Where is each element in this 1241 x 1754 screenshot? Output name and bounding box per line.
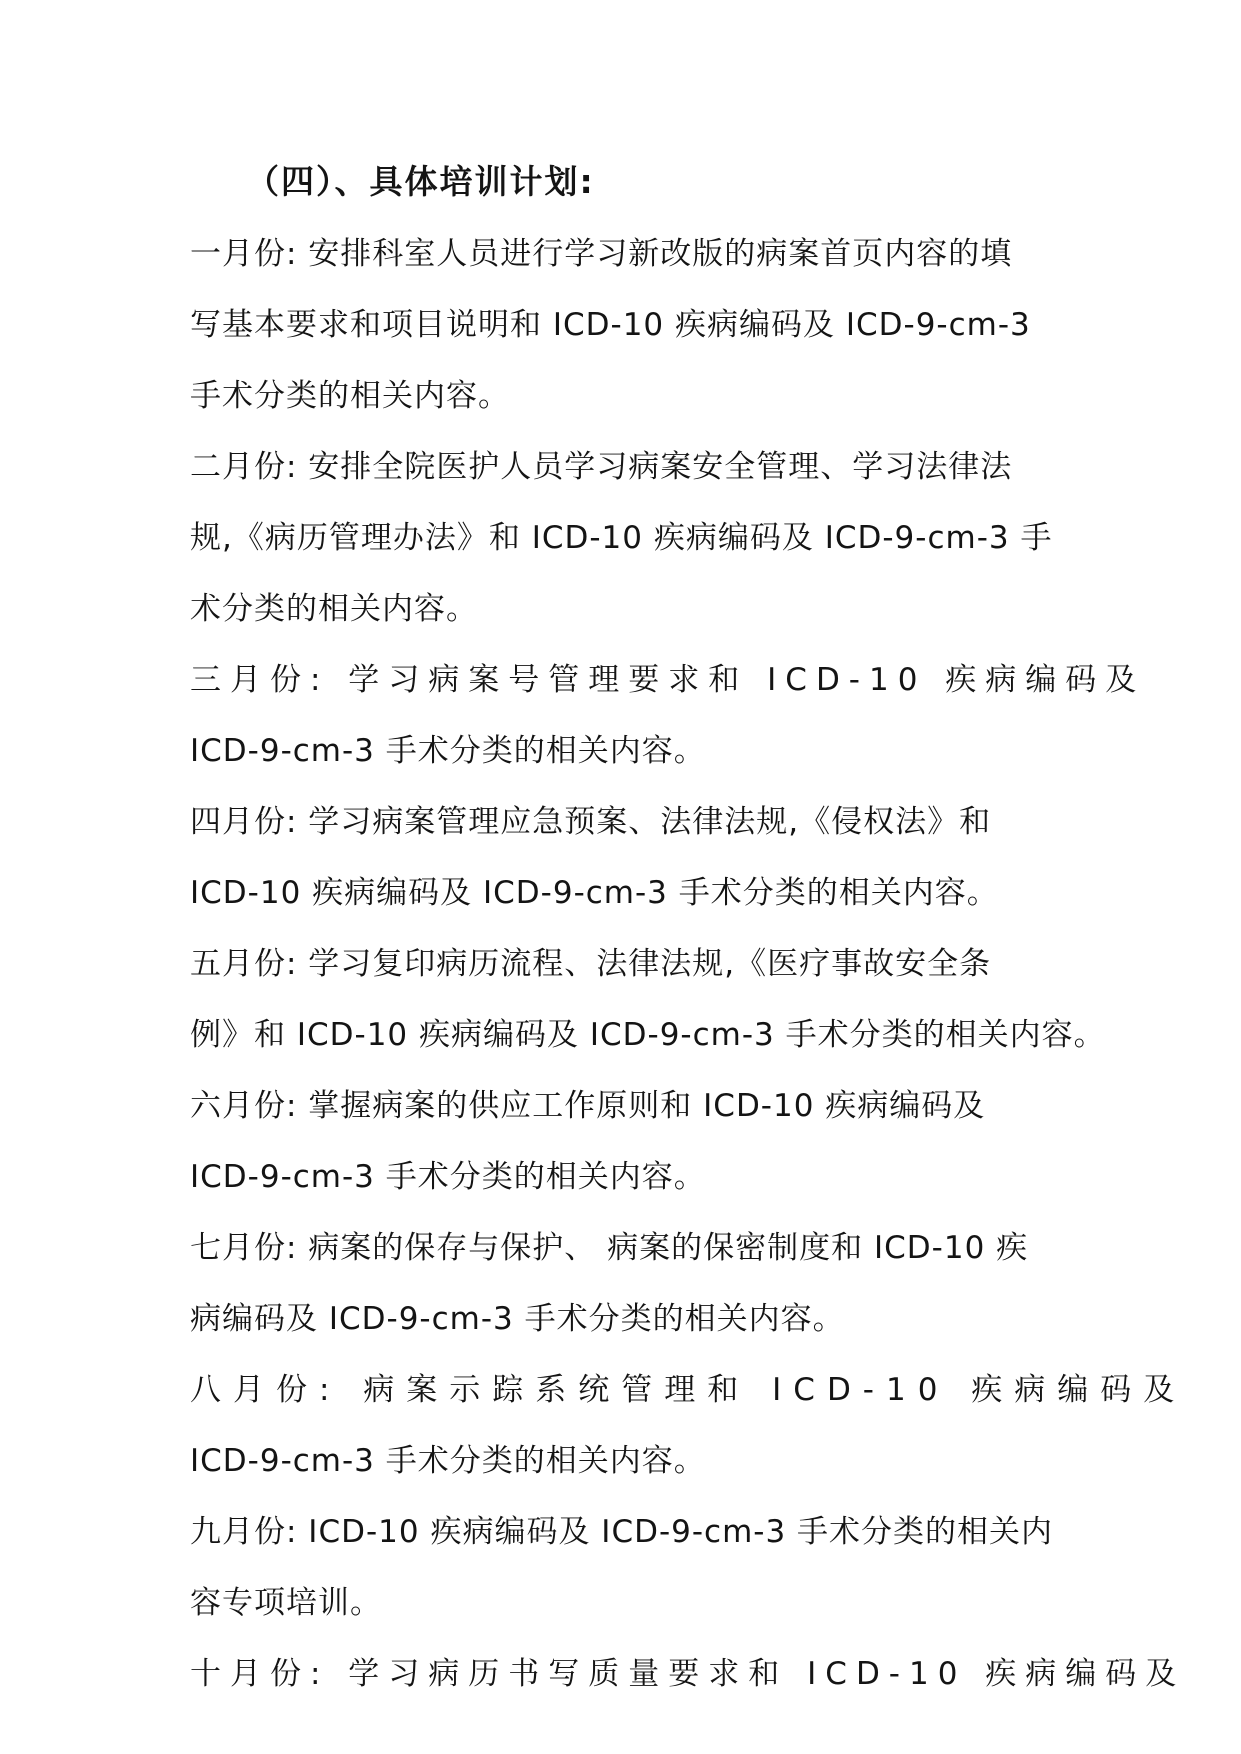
text-line: 五月份: 学习复印病历流程、法律法规,《医疗事故安全条 xyxy=(190,946,992,982)
text-line: 三月份: 学习病案号管理要求和 ICD-10 疾病编码及 xyxy=(190,662,1146,698)
text-line: 术分类的相关内容。 xyxy=(190,591,478,627)
text-line: ICD-9-cm-3 手术分类的相关内容。 xyxy=(190,1159,706,1195)
text-line: 四月份: 学习病案管理应急预案、法律法规,《侵权法》和 xyxy=(190,804,992,840)
text-line: 七月份: 病案的保存与保护、 病案的保密制度和 ICD-10 疾 xyxy=(190,1230,1029,1266)
text-line: 容专项培训。 xyxy=(190,1585,382,1621)
text-line: 一月份: 安排科室人员进行学习新改版的病案首页内容的填 xyxy=(190,236,1013,272)
text-line: 九月份: ICD-10 疾病编码及 ICD-9-cm-3 手术分类的相关内 xyxy=(190,1514,1054,1550)
text-line: 八月份: 病案示踪系统管理和 ICD-10 疾病编码及 xyxy=(190,1372,1187,1408)
text-line: ICD-9-cm-3 手术分类的相关内容。 xyxy=(190,733,706,769)
text-line: 写基本要求和项目说明和 ICD-10 疾病编码及 ICD-9-cm-3 xyxy=(190,307,1031,343)
text-line: 手术分类的相关内容。 xyxy=(190,378,510,414)
text-line: 病编码及 ICD-9-cm-3 手术分类的相关内容。 xyxy=(190,1301,845,1337)
text-line: 十月份: 学习病历书写质量要求和 ICD-10 疾病编码及 xyxy=(190,1656,1186,1692)
text-line: ICD-10 疾病编码及 ICD-9-cm-3 手术分类的相关内容。 xyxy=(190,875,999,911)
text-line: 例》和 ICD-10 疾病编码及 ICD-9-cm-3 手术分类的相关内容。 xyxy=(190,1017,1106,1053)
text-line: ICD-9-cm-3 手术分类的相关内容。 xyxy=(190,1443,706,1479)
text-line: 规,《病历管理办法》和 ICD-10 疾病编码及 ICD-9-cm-3 手 xyxy=(190,520,1053,556)
section-heading: （四）、具体培训计划: xyxy=(246,162,595,201)
text-line: 二月份: 安排全院医护人员学习病案安全管理、学习法律法 xyxy=(190,449,1013,485)
text-line: 六月份: 掌握病案的供应工作原则和 ICD-10 疾病编码及 xyxy=(190,1088,986,1124)
